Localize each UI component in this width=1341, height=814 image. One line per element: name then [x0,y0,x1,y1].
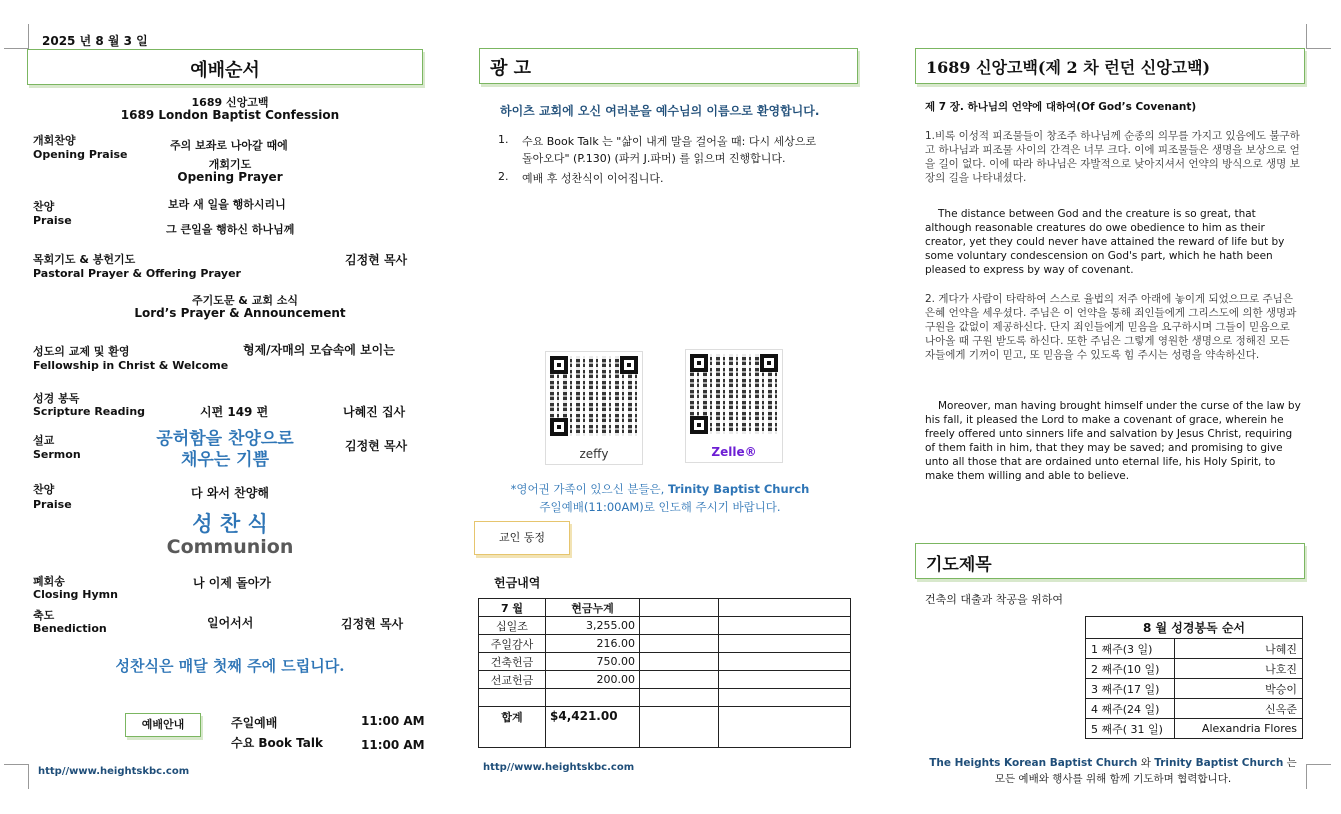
ledger-total-amount: $4,421.00 [546,707,640,748]
fellowship-song: 형제/자매의 모습속에 보이는 [243,343,395,357]
footer-conj: 와 [1137,757,1155,769]
table-row [1086,719,1303,739]
reading-name: 신옥준 [1175,699,1303,719]
reading-name: 나혜진 [1175,639,1303,659]
announcements-title: 광 고 [490,58,532,79]
confession-en: 1689 London Baptist Confession [120,108,340,122]
church-url-link[interactable]: http//www.heightskbc.com [38,766,190,777]
prayer-item: 건축의 대출과 착공을 위하여 [925,593,1064,606]
praise2-en: Praise [33,498,72,511]
praise1-song2: 그 큰일을 행하신 하나님께 [166,223,295,236]
schedule-name-1: 수요 Book Talk [231,736,323,750]
offering-title: 헌금내역 [494,576,541,590]
schedule-name-0: 주일예배 [231,716,278,730]
closing-song: 나 이제 돌아가 [193,576,271,590]
footer-church-trinity: Trinity Baptist Church [1154,757,1284,769]
pastoral-ko: 목회기도 & 봉헌기도 [33,253,136,266]
pastoral-leader: 김정현 목사 [345,253,408,267]
english-note-line1 [480,481,840,497]
table-row [479,653,851,671]
table-row [479,707,851,748]
qr-finder [760,354,778,372]
ledger-row-name: 건축헌금 [479,653,546,671]
english-note-pre: *영어권 가족이 있으신 분들은, [510,482,668,496]
praise1-ko: 찬양 [33,200,55,213]
schedule-time-0: 11:00 AM [361,714,425,728]
table-row [479,671,851,689]
ledger-head-month: 7 월 [479,599,546,617]
opening-praise-en: Opening Praise [33,148,128,161]
reading-name: 나호진 [1175,659,1303,679]
communion-note: 성찬식은 매달 첫째 주에 드립니다. [115,657,345,675]
reading-week: 2 째주(10 일) [1086,659,1175,679]
ledger-head-total: 현금누계 [546,599,640,617]
announcement-num-1: 2. [498,170,509,183]
crop-mark [1306,764,1331,789]
scripture-passage: 시편 149 편 [200,405,269,419]
announcements-title-box [479,48,858,84]
sermon-title-line1: 공허함을 찬양으로 [156,429,294,449]
english-note-church: Trinity Baptist Church [667,482,810,496]
english-note-line2: 주일예배(11:00AM)로 인도해 주시기 바랍니다. [539,500,781,514]
welcome-message: 하이츠 교회에 오신 여러분을 예수님의 이름으로 환영합니다. [500,104,820,118]
announcement-line1-1: 예배 후 성찬식이 이어집니다. [522,172,664,185]
offering-table [478,598,851,748]
communion-ko: 성 찬 식 [192,512,268,536]
confession-ko: 1689 신앙고백 [191,96,269,109]
prayer-title: 기도제목 [926,555,992,575]
paragraph-1-ko: 1.비록 이성적 피조물들이 창조주 하나님께 순종의 의무를 가지고 있음에도 불구하고 하나님과 피조물 사이의 간격은 너무 크다. 이에 피조물들은 생명을 보상으로 얻을 길이 없다. 이에 따라 하나님은 자발적으로 낮아지셔서 언약의 방식으로 생명 보장의 길을 나타내셨다. [925,130,1300,184]
scripture-ko: 성경 봉독 [33,392,80,405]
paragraph-2-en: Moreover, man having brought himself under the curse of the law by his fall, it pleased the Lord to make a covenant of grace, wherein he freely offered unto sinners life and salvation by Jesus Christ, requiring of them faith in him, that they may be saved; and promising to give unto all those that are ordained unto eternal life, his Holy Spirit, to make them willing and able to believe. [925,400,1301,482]
reading-week: 3 째주(17 일) [1086,679,1175,699]
table-row [1086,679,1303,699]
confession-title-box [915,48,1305,84]
reading-week: 5 째주( 31 일) [1086,719,1175,739]
worship-order-title-box [27,49,423,85]
reading-week: 1 째주(3 일) [1086,639,1175,659]
reading-week: 4 째주(24 일) [1086,699,1175,719]
crop-mark [4,764,29,789]
qr-finder [620,356,638,374]
footer-line-1 [925,755,1301,770]
sermon-preacher: 김정현 목사 [345,439,408,453]
crop-mark [4,24,29,49]
reading-name: Alexandria Flores [1175,719,1303,739]
ledger-row-amount: 750.00 [546,653,640,671]
reading-schedule-table [1085,616,1303,739]
announcement-num-0: 1. [498,133,509,146]
prayer-title-box [915,543,1305,579]
table-row [479,635,851,653]
ledger-row-amount: 216.00 [546,635,640,653]
reading-name: 박승이 [1175,679,1303,699]
chapter-heading: 제 7 장. 하나님의 언약에 대하여(Of God’s Covenant) [925,101,1197,113]
table-row [479,617,851,635]
zelle-caption: Zelle® [711,445,757,459]
praise2-ko: 찬양 [33,483,55,496]
paragraph-1-en: The distance between God and the creature is so great, that although reasonable creatures do owe obedience to him as their creator, yet they could never have attained the reward of life but by some voluntary condescension on God's part, which he hath been pleased to express by way of covenant. [925,208,1285,276]
worship-order-title: 예배순서 [190,60,260,81]
lords-prayer-ko: 주기도문 & 교회 소식 [191,294,299,307]
table-row [479,689,851,707]
benediction-leader: 김정현 목사 [341,617,404,631]
benediction-song: 일어서서 [207,616,254,630]
qr-finder [690,354,708,372]
footer-line-2: 모든 예배와 행사를 위해 함께 기도하며 협력합니다. [994,773,1232,785]
praise2-song: 다 와서 찬양해 [191,486,269,500]
closing-en: Closing Hymn [33,588,118,601]
communion-en: Communion [166,536,294,558]
schedule-label-box [125,713,201,737]
praise1-en: Praise [33,214,72,227]
closing-ko: 폐회송 [33,575,65,588]
announcement-line2-0: 돌아오다" (P.130) (파커 J.파머) 를 읽으며 진행합니다. [522,152,786,165]
ledger-row-amount: 3,255.00 [546,617,640,635]
table-row [479,599,851,617]
ledger-row-name: 선교헌금 [479,671,546,689]
zeffy-qr-code[interactable] [545,351,643,465]
qr-finder [690,416,708,434]
zeffy-caption: zeffy [579,447,609,461]
confession-title: 1689 신앙고백(제 2 차 런던 신앙고백) [926,58,1211,77]
ledger-total-label: 합계 [479,707,546,748]
ledger-row-amount: 200.00 [546,671,640,689]
fellowship-en: Fellowship in Christ & Welcome [33,359,229,372]
fellowship-ko: 성도의 교제 및 환영 [33,345,130,358]
members-label: 교인 동정 [498,531,545,544]
schedule-label: 예배안내 [141,718,185,731]
paragraph-2-ko: 2. 게다가 사람이 타락하여 스스로 율법의 저주 아래에 놓이게 되었으므로 주님은 은혜 언약을 세우셨다. 주님은 이 언약을 통해 죄인들에게 그리스도에 의한 생명과 구원을 값없이 제공하신다. 단지 죄인들에게 믿음을 요구하시며 그들이 믿음으로 나아올 때 구원 받도록 하신다. 또한 주님은 그렇게 영원한 생명으로 정해진 모든 자들에게 기꺼이 믿고, 또 믿음을 수 있도록 힘 주시는 성령을 약속하신다. [925,293,1297,361]
opening-praise-song: 주의 보좌로 나아갈 때에 [170,139,288,152]
members-label-box [474,521,570,555]
church-url-link[interactable]: http//www.heightskbc.com [483,762,635,773]
table-row [1086,639,1303,659]
footer-church-heights: The Heights Korean Baptist Church [929,757,1138,769]
lords-prayer-en: Lord’s Prayer & Announcement [134,306,346,320]
zelle-qr-code[interactable] [685,349,783,463]
opening-prayer-ko: 개회기도 [208,158,252,171]
benediction-ko: 축도 [33,609,55,622]
bulletin-date: 2025 년 8 월 3 일 [42,34,148,48]
crop-mark [1306,24,1331,49]
opening-prayer-en: Opening Prayer [177,170,283,184]
table-row [1086,659,1303,679]
qr-finder [550,356,568,374]
ledger-row-name: 십일조 [479,617,546,635]
scripture-en: Scripture Reading [33,405,146,418]
qr-finder [550,418,568,436]
opening-praise-ko: 개회찬양 [33,134,76,147]
reading-schedule-title: 8 월 성경봉독 순서 [1086,617,1303,639]
pastoral-en: Pastoral Prayer & Offering Prayer [33,267,241,280]
sermon-en: Sermon [33,448,81,461]
footer-suffix: 는 [1283,757,1297,769]
sermon-title-line2: 채우는 기쁨 [180,450,270,470]
scripture-reader: 나혜진 집사 [343,405,406,419]
sermon-ko: 설교 [33,434,55,447]
table-row [1086,699,1303,719]
announcement-line1-0: 수요 Book Talk 는 "삶이 내게 말을 걸어올 때: 다시 세상으로 [522,135,817,148]
table-row [1086,617,1303,639]
ledger-row-name: 주일감사 [479,635,546,653]
benediction-en: Benediction [33,622,107,635]
schedule-time-1: 11:00 AM [361,738,425,752]
praise1-song1: 보라 새 일을 행하시리니 [168,198,286,211]
